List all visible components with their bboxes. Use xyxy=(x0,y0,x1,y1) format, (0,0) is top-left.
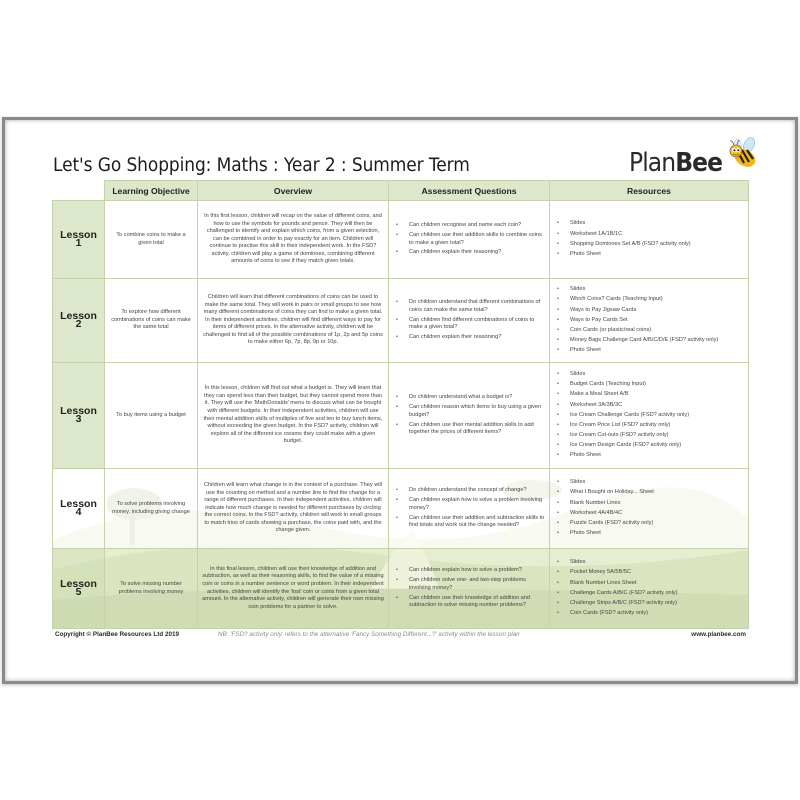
resource-item: • Slides xyxy=(554,286,744,294)
table-row-lesson-1 xyxy=(52,200,749,279)
question-item: • Can children use their mental addition skills to add together the prices of different items? xyxy=(393,422,545,437)
resource-item: • Ice Cream Price List (FSD? activity only) xyxy=(554,422,744,430)
question-item: • Do children understand the concept of change? xyxy=(393,487,545,495)
table-row-lesson-2 xyxy=(52,278,749,363)
learning-objective: To explore how different combinations of coins can make the same total xyxy=(104,278,198,363)
question-item: • Can children use their addition and subtraction skills to find totals and work out the change needed? xyxy=(393,515,545,530)
overview: In this first lesson, children will recap on the value of different coins, and how to use the symbols for pounds and pence. They will then be challenged to identify and explain which coins, from a given selection, can be combined in order to pay exactly for an item. Children will continue to practise this skill in their independent work. In the FSD? activity, children will play a game of dominoes, combining different amounts of coins to see if they match given totals. xyxy=(197,200,389,279)
resource-item: • Slides xyxy=(554,479,744,487)
assessment-questions xyxy=(388,548,550,629)
learning-objective: To buy items using a budget xyxy=(104,362,198,469)
header-learning-objective: Learning Objective xyxy=(104,180,198,201)
resource-item: • Blank Number Lines xyxy=(554,500,744,508)
table-row-lesson-3 xyxy=(52,362,749,469)
resource-item: • Photo Sheet xyxy=(554,251,744,259)
assessment-questions xyxy=(388,278,550,363)
resource-item: • Ways to Pay Cards Set xyxy=(554,317,744,325)
resource-item: • Money Bags Challenge Card A/B/C/D/E (FSD? activity only) xyxy=(554,337,744,345)
resources xyxy=(549,362,749,469)
resources xyxy=(549,278,749,363)
resource-item: • Puzzle Cards (FSD? activity only) xyxy=(554,520,744,528)
page-title: Let's Go Shopping: Maths : Year 2 : Summer Term xyxy=(53,155,470,176)
resource-item: • Coin Cards (FSD? activity only) xyxy=(554,610,744,618)
question-item: • Do children understand what a budget is? xyxy=(393,394,545,402)
question-item: • Can children solve one- and two-step problems involving money? xyxy=(393,577,545,592)
learning-objective: To solve problems involving money, including giving change xyxy=(104,468,198,549)
resource-item: • Photo Sheet xyxy=(554,347,744,355)
table-row-lesson-4 xyxy=(52,468,749,549)
assessment-questions xyxy=(388,468,550,549)
lesson-label: Lesson 2 xyxy=(52,278,105,363)
overview: In this final lesson, children will use their knowledge of addition and subtraction, as well as their reasoning skills, to find the value of a missing coin or coins in a number sentence or word problem. In their independent activities, children will identify the 'lost' coin or coins from a given total amount. In the alternative activity, children will generate their own missing coin problems for a partner to solve. xyxy=(197,548,389,629)
resource-item: • What I Bought on Holiday... Sheet xyxy=(554,489,744,497)
header-resources: Resources xyxy=(549,180,749,201)
resource-item: • Photo Sheet xyxy=(554,452,744,460)
header-overview: Overview xyxy=(197,180,389,201)
resource-item: • Ice Cream Design Cards (FSD? activity only) xyxy=(554,442,744,450)
header-assessment-questions: Assessment Questions xyxy=(388,180,550,201)
resource-item: • Blank Number Lines Sheet xyxy=(554,580,744,588)
lesson-label: Lesson 5 xyxy=(52,548,105,629)
copyright-text: Copyright © PlanBee Resources Ltd 2019 xyxy=(55,631,179,638)
resource-item: • Make a Meal Sheet A/B xyxy=(554,391,744,399)
question-item: • Can children use their knowledge of addition and subtraction to solve missing number problems? xyxy=(393,595,545,610)
resources xyxy=(549,548,749,629)
lesson-plan-table xyxy=(52,180,749,629)
overview: In this lesson, children will find out what a budget is. They will learn that they can spend less than their budget, but they cannot spend more than it. They will use the 'MathDonalds' menu to discuss what can be bought with different budgets. In their independent activities, children will use their mental addition skills of multiples of five and ten to buy lunch items, without exceeding the given budget. In the FSD? activity, children will explore all of the different ice creams they could make with a given budget. xyxy=(197,362,389,469)
lesson-label: Lesson 3 xyxy=(52,362,105,469)
resource-item: • Challenge Cards A/B/C (FSD? activity only) xyxy=(554,590,744,598)
question-item: • Can children recognise and name each coin? xyxy=(393,222,545,230)
lesson-label: Lesson 4 xyxy=(52,468,105,549)
planbee-logo xyxy=(629,140,759,182)
resource-item: • Ice Cream Challenge Cards (FSD? activity only) xyxy=(554,412,744,420)
learning-objective: To combine coins to make a given total xyxy=(104,200,198,279)
resource-item: • Ice Cream Cut-outs (FSD? activity only) xyxy=(554,432,744,440)
resource-item: • Coin Cards (or plastic/real coins) xyxy=(554,327,744,335)
resource-item: • Worksheet 1A/1B/1C xyxy=(554,231,744,239)
question-item: • Can children find different combinations of coins to make a given total? xyxy=(393,317,545,332)
overview: Children will learn that different combinations of coins can be used to make the same total. They will work in pairs or small groups to see how many different combinations of coins they can find to make a given total. In their independent activities, children will find different ways to pay for items of different prices. In the alternative activity, children will be challenged to find all of the possible combinations of 1p, 2p and 5p coins to make either 6p, 7p, 8p, 9p or 10p. xyxy=(197,278,389,363)
bee-icon xyxy=(725,136,759,170)
resource-item: • Pocket Money 5A/5B/5C xyxy=(554,569,744,577)
question-item: • Can children explain their reasoning? xyxy=(393,334,545,342)
table-row-lesson-5 xyxy=(52,548,749,629)
resource-item: • Which Coins? Cards (Teaching Input) xyxy=(554,296,744,304)
resources xyxy=(549,468,749,549)
logo-wordmark: PlanBee xyxy=(629,148,723,178)
resource-item: • Budget Cards (Teaching Input) xyxy=(554,381,744,389)
assessment-questions xyxy=(388,200,550,279)
resource-item: • Ways to Pay Jigsaw Cards xyxy=(554,307,744,315)
resource-item: • Worksheet 4A/4B/4C xyxy=(554,510,744,518)
question-item: • Can children explain their reasoning? xyxy=(393,249,545,257)
resource-item: • Slides xyxy=(554,220,744,228)
question-item: • Can children use their addition skills to combine coins to make a given total? xyxy=(393,232,545,247)
lesson-label: Lesson 1 xyxy=(52,200,105,279)
fsd-note: NB: 'FSD? activity only' refers to the alternative 'Fancy Something Different...?' activity within the lesson plan xyxy=(218,631,520,638)
resource-item: • Shopping Dominoes Set A/B (FSD? activity only) xyxy=(554,241,744,249)
question-item: • Can children reason which items to buy using a given budget? xyxy=(393,404,545,419)
website-link[interactable]: www.planbee.com xyxy=(691,631,746,638)
resource-item: • Challenge Strips A/B/C (FSD? activity only) xyxy=(554,600,744,608)
resource-item: • Slides xyxy=(554,371,744,379)
overview: Children will learn what change is in the context of a purchase. They will use the counting on method and a number line to find the change for a range of different purchases. In their independent activities, children will indicate how much change is needed for different purchases by circling the correct coins. In the FSD? activity, children will work in small groups to match trios of cards showing a purchase, the coins paid with, and the change given. xyxy=(197,468,389,549)
question-item: • Can children explain how to solve a problem? xyxy=(393,567,545,575)
resource-item: • Photo Sheet xyxy=(554,530,744,538)
question-item: • Can children explain how to solve a problem involving money? xyxy=(393,497,545,512)
assessment-questions xyxy=(388,362,550,469)
resource-item: • Worksheet 3A/3B/3C xyxy=(554,402,744,410)
resources xyxy=(549,200,749,279)
learning-objective: To solve missing number problems involving money xyxy=(104,548,198,629)
resource-item: • Slides xyxy=(554,559,744,567)
question-item: • Do children understand that different combinations of coins can make the same total? xyxy=(393,299,545,314)
